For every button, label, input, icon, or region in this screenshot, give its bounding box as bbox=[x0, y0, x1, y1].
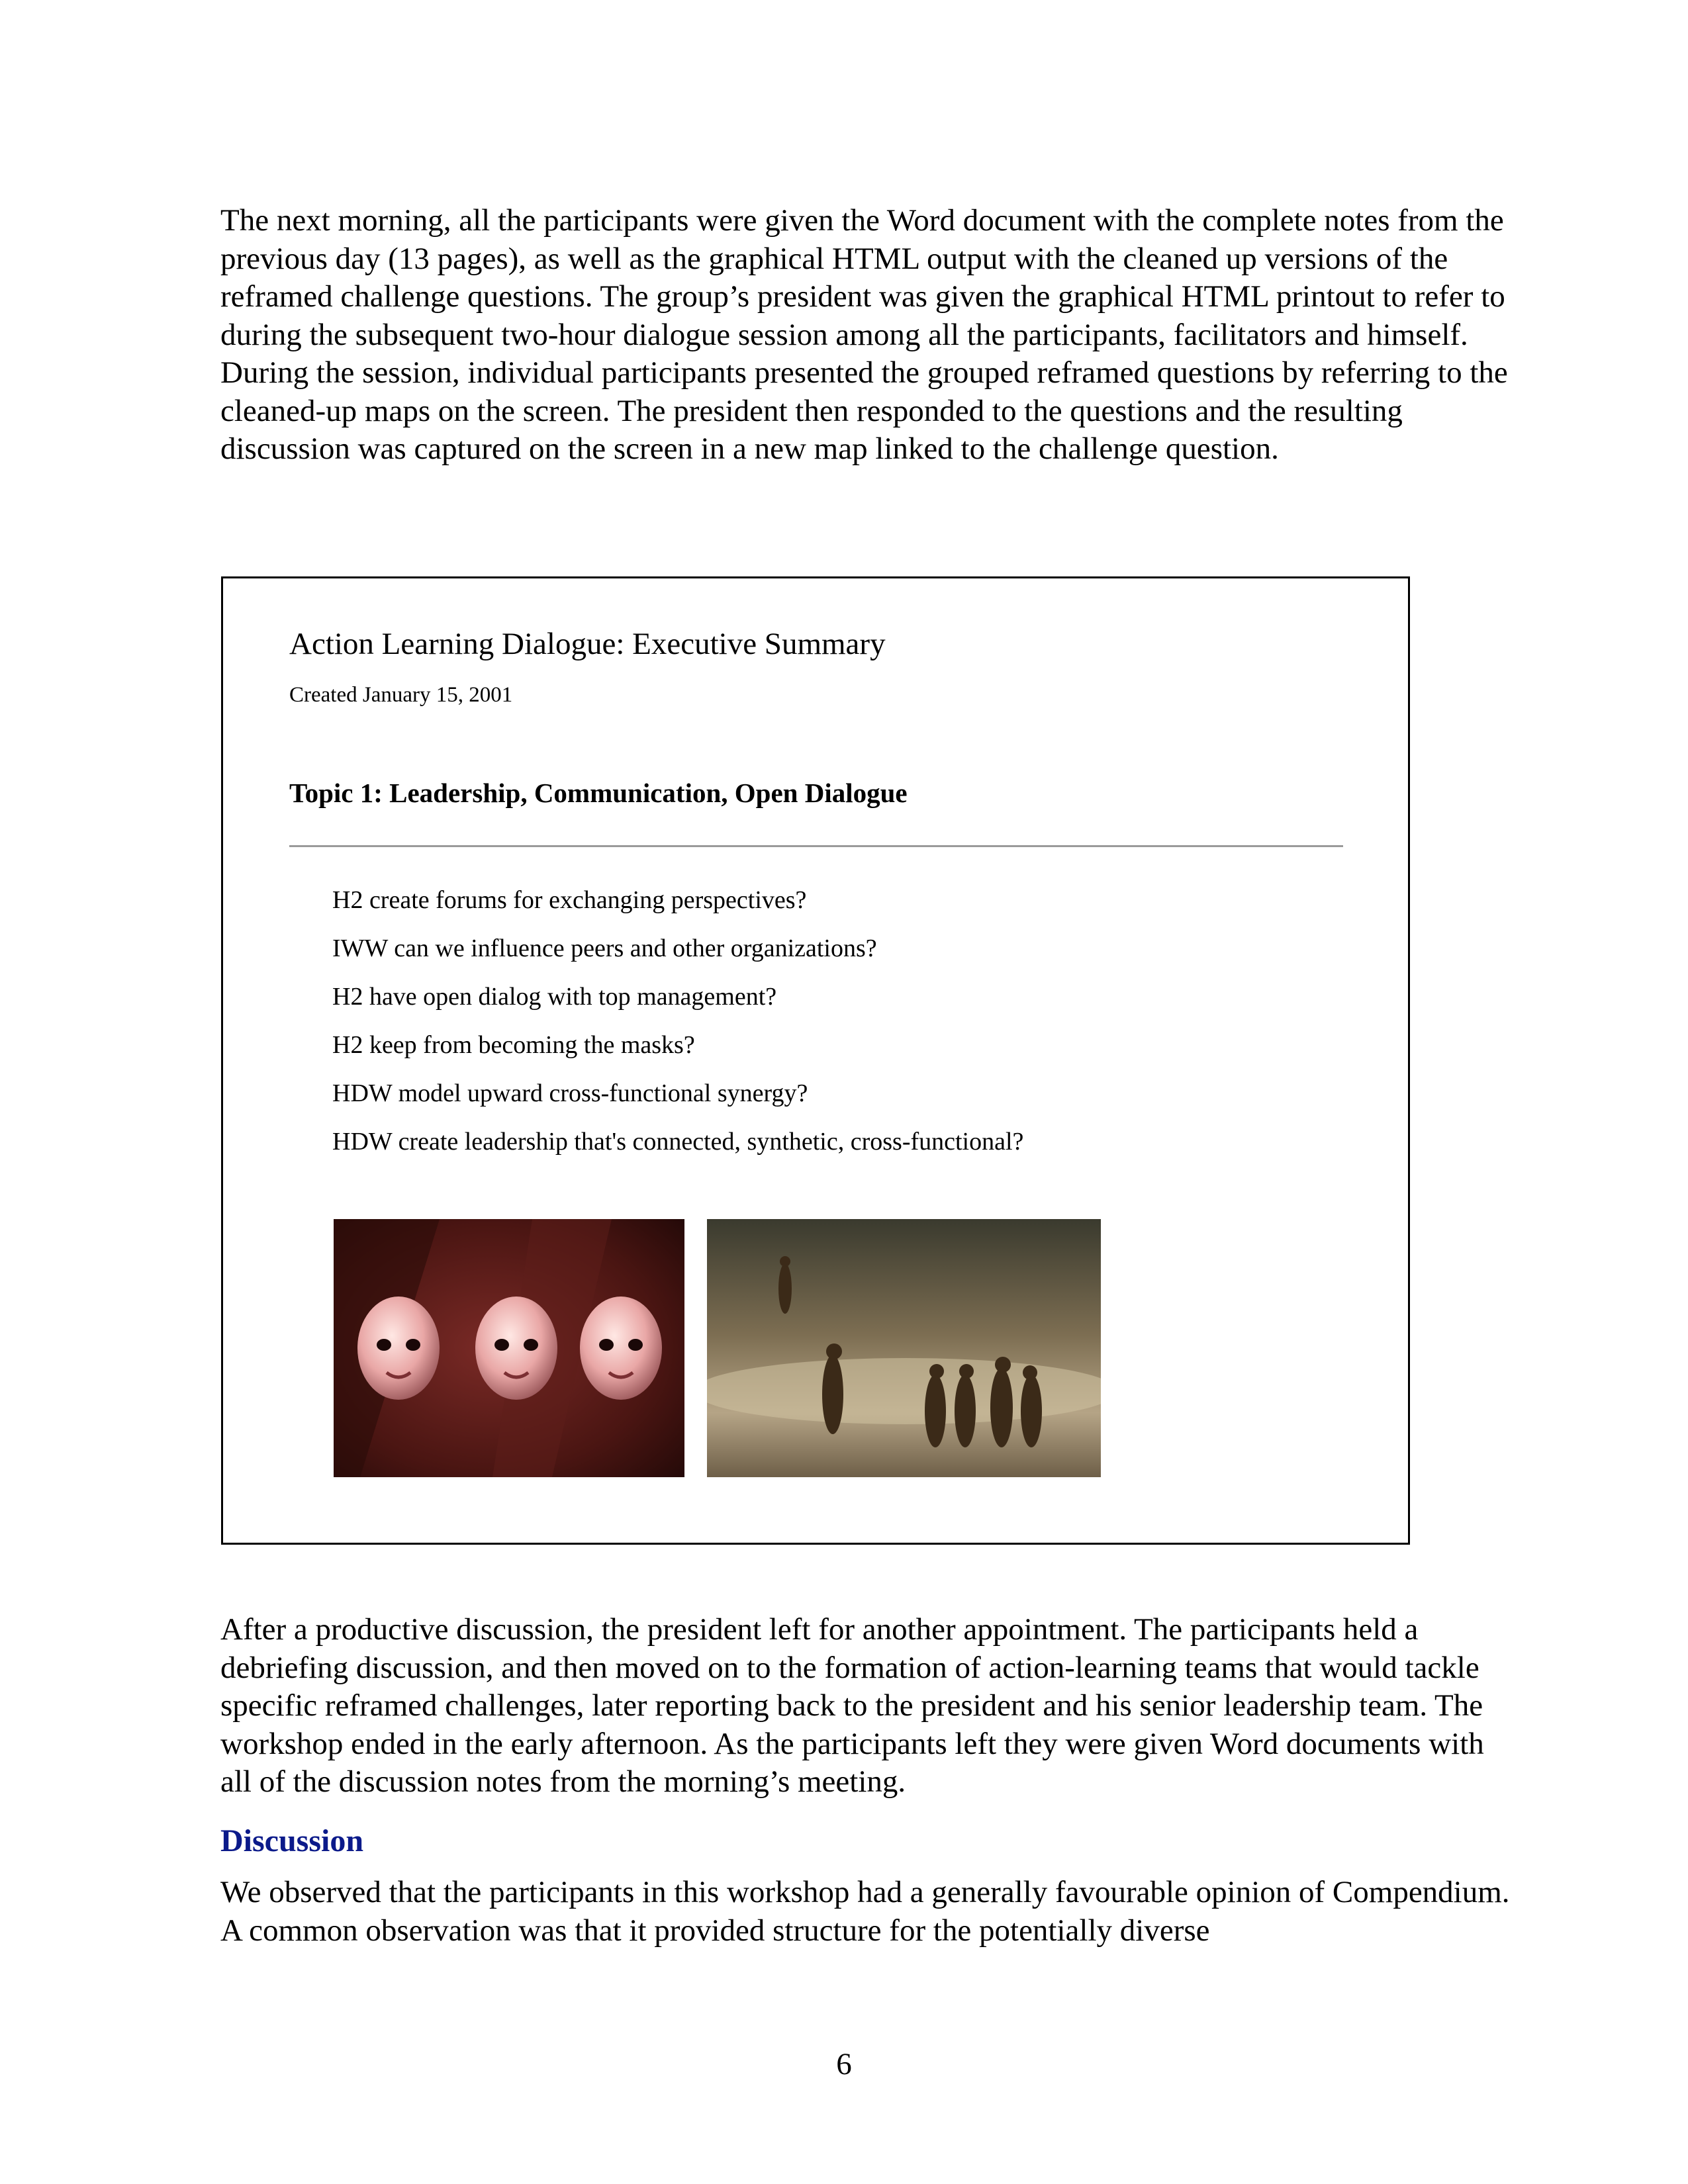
question-item: H2 create forums for exchanging perspectives? bbox=[332, 886, 807, 914]
masks-image bbox=[334, 1219, 684, 1477]
body-paragraph-2: After a productive discussion, the president left for another appointment. The participants held a debriefing discussion, and then moved on to the formation of action-learning teams that would tackle specific reframed challenges, later reporting back to the president and his senior leadership team. The workshop ended in the early afternoon. As the participants left they were given Word documents with all of the discussion notes from the morning’s meeting. bbox=[220, 1612, 1484, 1799]
figure-created-date: Created January 15, 2001 bbox=[289, 683, 513, 707]
question-item: IWW can we influence peers and other organizations? bbox=[332, 934, 877, 962]
question-item: H2 have open dialog with top management? bbox=[332, 983, 777, 1011]
question-item: H2 keep from becoming the masks? bbox=[332, 1031, 695, 1059]
figure-title: Action Learning Dialogue: Executive Summary bbox=[289, 627, 886, 661]
body-paragraph-1: The next morning, all the participants were given the Word document with the complete notes from the previous day (13 pages), as well as the graphical HTML output with the cleaned up versions of the reframed challenge questions. The group’s president was given the graphical HTML printout to refer to during the subsequent two-hour dialogue session among all the participants, facilitators and himself. During the session, individual participants presented the grouped reframed questions by referring to the cleaned-up maps on the screen. The president then responded to the questions and the resulting discussion was captured on the screen in a new map linked to the challenge question. bbox=[220, 203, 1508, 466]
page-number: 6 bbox=[836, 2047, 852, 2081]
figure-topic-heading: Topic 1: Leadership, Communication, Open Dialogue bbox=[289, 778, 908, 808]
body-paragraph-3: We observed that the participants in this workshop had a generally favourable opinion of Compendium. A common observation was that it provided structure for the potentially diverse bbox=[220, 1875, 1510, 1948]
question-list bbox=[332, 876, 1023, 1166]
executive-summary-figure bbox=[221, 576, 1410, 1545]
figure-divider bbox=[289, 845, 1343, 847]
question-item: HDW model upward cross-functional synergy? bbox=[332, 1079, 808, 1107]
question-item: HDW create leadership that's connected, synthetic, cross-functional? bbox=[332, 1128, 1024, 1156]
meerkats-image bbox=[707, 1219, 1101, 1477]
discussion-heading: Discussion bbox=[220, 1823, 364, 1858]
